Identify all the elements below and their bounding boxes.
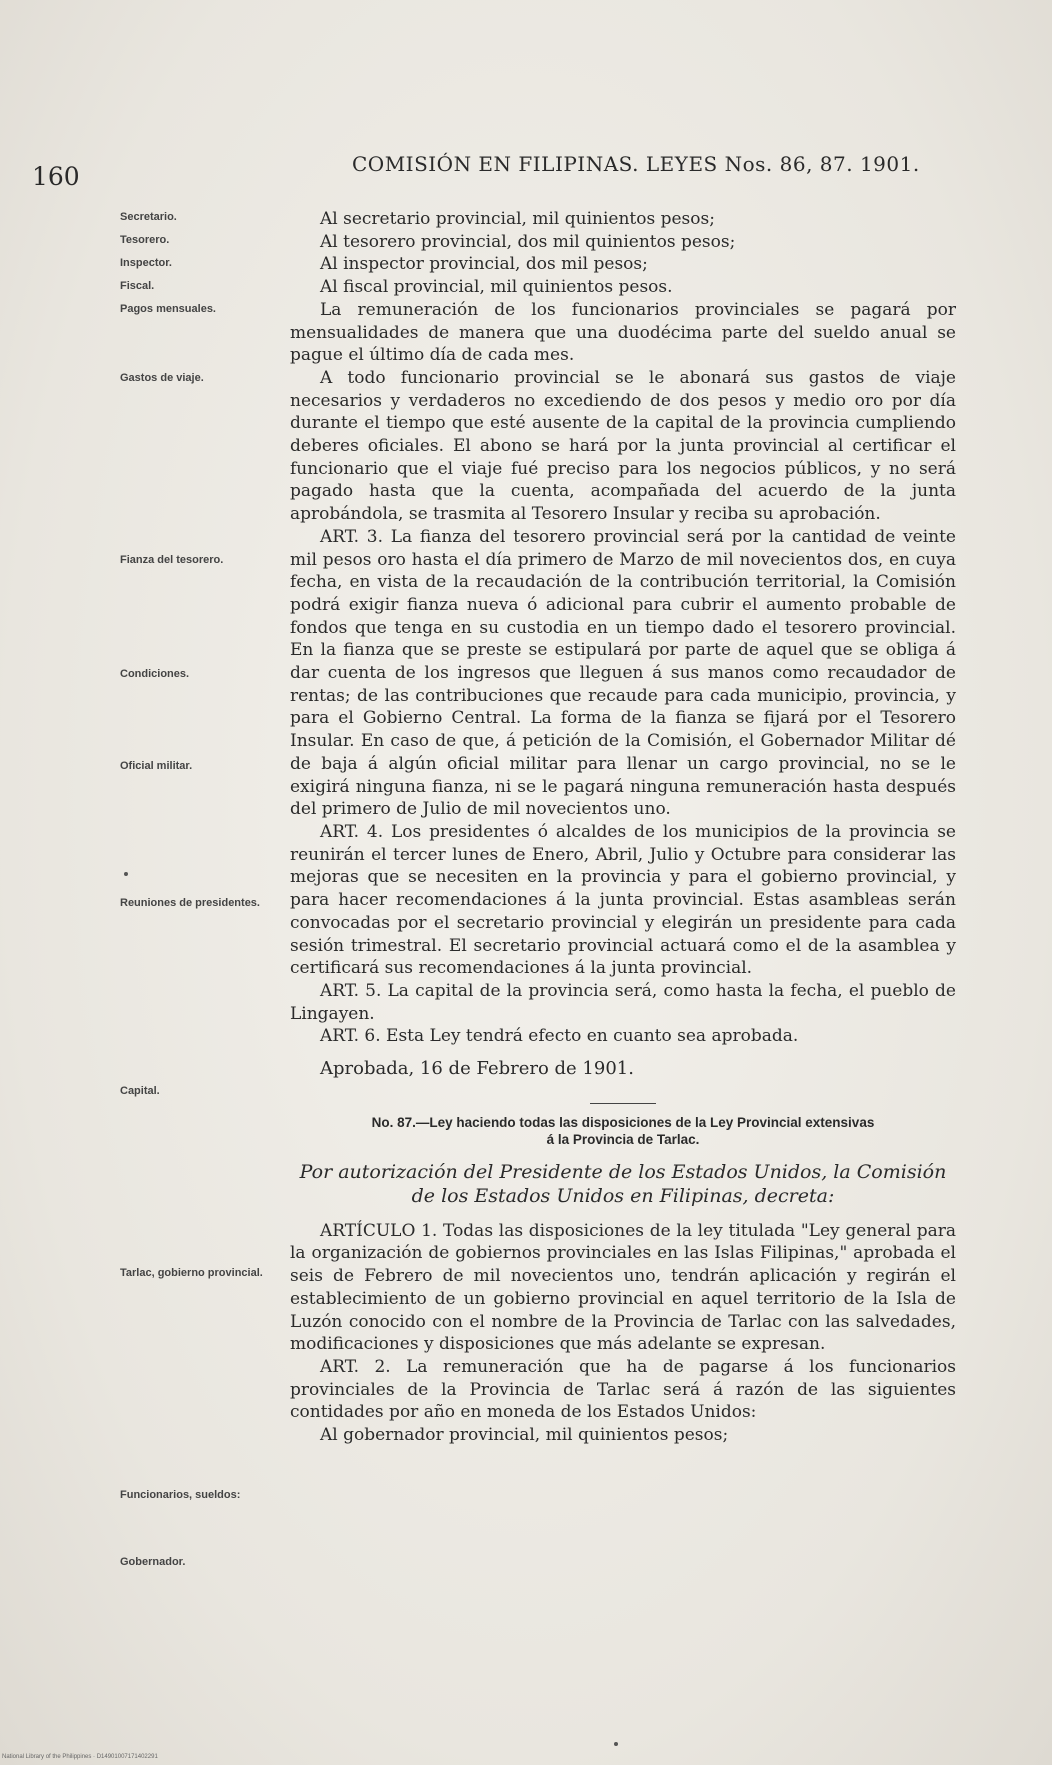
margin-note-secretario: Secretario. <box>120 211 177 223</box>
salary-line: Al tesorero provincial, dos mil quinientos pesos; <box>320 231 736 252</box>
running-head: COMISIÓN EN FILIPINAS. LEYES Nos. 86, 87. 1901. <box>352 152 920 176</box>
salary-line: Al gobernador provincial, mil quinientos pesos; <box>320 1425 729 1446</box>
margin-note-gastos: Gastos de viaje. <box>120 372 204 384</box>
margin-note-fianza: Fianza del tesorero. <box>120 554 224 566</box>
margin-note-reuniones: Reuniones de presidentes. <box>120 897 260 909</box>
paragraph-art4: ART. 4. Los presidentes ó alcaldes de los municipios de la provincia se reunirán el tercer lunes de Enero, Abril, Julio y Octubre para considerar las mejoras que se necesiten en la provincia y para el gobierno provincial, y para hacer recomendaciones á la junta provincial. Estas asambleas serán convocadas por el secretario provincial y elegirán un presidente para cada sesión trimestral. El secretario provincial actuará como el de la asamblea y certificará sus recomendaciones á la junta provincial. <box>290 821 956 979</box>
paragraph-gastos: A todo funcionario provincial se le abonará sus gastos de viaje necesarios y verdaderos no excediendo de dos pesos y medio oro por día durante el tiempo que esté ausente de la capital de la provincia cumpliendo deberes oficiales. El abono se hará por la junta provincial al certificar el funcionario que el viaje fué preciso para los negocios públicos, y no será pagado hasta que la cuenta, acompañada del acuerdo de la junta aprobándola, se trasmita al Tesorero Insular y reciba su aprobación. <box>290 367 956 525</box>
decree-line: de los Estados Unidos en Filipinas, decreta: <box>411 1184 835 1207</box>
paragraph-art3: ART. 3. La fianza del tesorero provincial será por la cantidad de veinte mil pesos oro hasta el día primero de Marzo de mil novecientos dos, en cuya fecha, en vista de la recaudación de la contribución territorial, la Comisión podrá exigir fianza nueva ó adicional para cubrir el aumento probable de fondos que tenga en su custodia en un tiempo dado el tesorero provincial. En la fianza que se preste se estipulará por parte de aquel que se obliga á dar cuenta de los ingresos que lleguen á sus manos como recaudador de rentas; de las contribuciones que recaude para cada municipio, provincia, y para el Gobierno Central. La forma de la fianza se fijará por el Tesorero Insular. En caso de que, á petición de la Comisión, el Gobernador Militar dé de baja á algún oficial militar para llenar un cargo provincial, no se le exigirá ninguna fianza, ni se le pagará ninguna remuneración hasta después del primero de Julio de mil novecientos uno. <box>290 526 956 820</box>
section-divider <box>590 1103 656 1104</box>
margin-note-capital: Capital. <box>120 1085 160 1097</box>
paragraph-art6: ART. 6. Esta Ley tendrá efecto en cuanto sea aprobada. <box>320 1026 799 1047</box>
margin-note-tesorero: Tesorero. <box>120 234 170 246</box>
paragraph-art1: ARTÍCULO 1. Todas las disposiciones de la ley titulada "Ley general para la organización de gobiernos provinciales en las Islas Filipinas," aprobada el seis de Febrero de mil novecientos uno, tendrán aplicación y regirán el establecimiento de un gobierno provincial en aquel territorio de la Isla de Luzón conocido con el nombre de la Provincia de Tarlac con las salvedades, modificaciones y disposiciones que más adelante se expresan. <box>290 1220 956 1355</box>
salary-line: Al secretario provincial, mil quinientos pesos; <box>320 209 715 229</box>
body-text <box>290 208 956 1447</box>
margin-note-fiscal: Fiscal. <box>120 280 155 292</box>
scan-speck <box>614 1742 618 1746</box>
scan-speck <box>124 872 128 876</box>
salary-line: Al fiscal provincial, mil quinientos pesos. <box>320 277 673 298</box>
law-87-title <box>290 1114 956 1148</box>
page-number: 160 <box>32 162 80 191</box>
margin-note-gobernador: Gobernador. <box>120 1556 186 1568</box>
paragraph-art2: ART. 2. La remuneración que ha de pagarse á los funcionarios provinciales de la Provincia de Tarlac será á razón de las siguientes contidades por año en moneda de los Estados Unidos: <box>290 1356 956 1423</box>
paragraph-pagos: La remuneración de los funcionarios provinciales se pagará por mensualidades de manera que una duodécima parte del sueldo anual se pague el último día de cada mes. <box>290 299 956 366</box>
paragraph-art5: ART. 5. La capital de la provincia será, como hasta la fecha, el pueblo de Lingayen. <box>290 980 956 1024</box>
decree-clause <box>290 1160 956 1208</box>
margin-note-funcionarios: Funcionarios, sueldos: <box>120 1489 241 1501</box>
margin-note-inspector: Inspector. <box>120 257 172 269</box>
decree-line: Por autorización del Presidente de los Estados Unidos, la Comisión <box>299 1160 947 1183</box>
law-87-title-line: No. 87.—Ley haciendo todas las disposiciones de la Ley Provincial extensivas <box>371 1114 875 1130</box>
approval-date: Aprobada, 16 de Febrero de 1901. <box>320 1058 634 1080</box>
law-87-title-line: á la Provincia de Tarlac. <box>546 1131 700 1147</box>
scan-footer: National Library of the Philippines · D14901007171402291 <box>2 1754 158 1760</box>
margin-note-pagos: Pagos mensuales. <box>120 303 216 315</box>
margin-note-condiciones: Condiciones. <box>120 668 190 680</box>
salary-line: Al inspector provincial, dos mil pesos; <box>320 254 648 275</box>
margin-note-tarlac: Tarlac, gobierno provincial. <box>120 1267 263 1279</box>
margin-note-oficial: Oficial militar. <box>120 760 193 772</box>
